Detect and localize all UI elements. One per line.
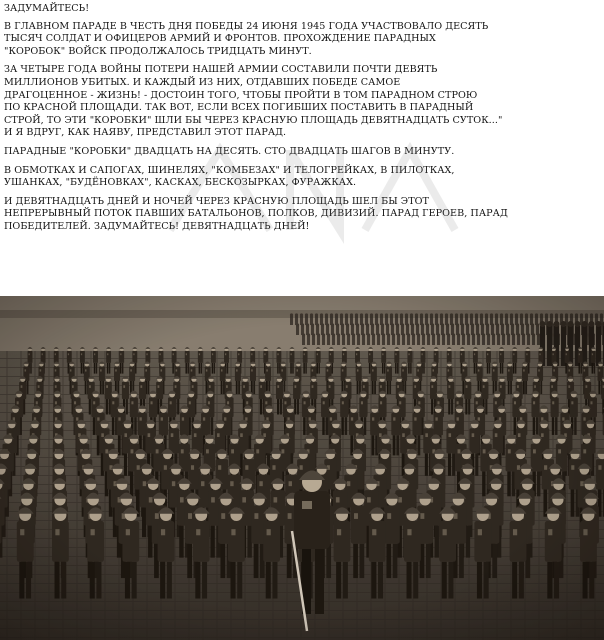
paragraph-war-losses: ЗА ЧЕТЫРЕ ГОДА ВОЙНЫ ПОТЕРИ НАШЕЙ АРМИИ СОСТАВИЛИ ПОЧТИ ДЕВЯТЬ МИЛЛИОНОВ УБИТЫХ. И КАЖДЫЙ ИЗ НИХ, ОТДАВШИХ ПОБЕДЕ САМОЕ ДРАГОЦЕННОЕ - ЖИЗНЬ! - ДОСТОИН ТОГО, ЧТОБЫ ПРОЙТИ В ТОМ ПАРАДНОМ СТРОЮ ПО КРАСНОЙ ПЛОЩАДИ. ТАК ВОТ, ЕСЛИ ВСЕХ ПОГИБШИХ ПОСТАВИТЬ В ПАРАДНЫЙ СТРОЙ, ТО ЭТИ "КОРОБКИ" ШЛИ БЫ ЧЕРЕЗ КРАСНУЮ ПЛОЩАДЬ ДЕВЯТНАДЦАТЬ СУТОК..." И Я ВДРУГ, КАК НАЯВУ, ПРЕДСТАВИЛ ЭТОТ ПАРАД. bbox=[4, 64, 503, 139]
paragraph-nineteen-days: И ДЕВЯТНАДЦАТЬ ДНЕЙ И НОЧЕЙ ЧЕРЕЗ КРАСНУЮ ПЛОЩАДЬ ШЕЛ БЫ ЭТОТ НЕПРЕРЫВНЫЙ ПОТОК ПАВШИХ БАТАЛЬОНОВ, ПОЛКОВ, ДИВИЗИЙ. ПАРАД ГЕРОЕВ, ПАРАД ПОБЕДИТЕЛЕЙ. ЗАДУМАЙТЕСЬ! ДЕВЯТНАДЦАТЬ ДНЕЙ! bbox=[4, 195, 508, 232]
parade-photo-image bbox=[0, 296, 604, 640]
paragraph-parade-boxes: ПАРАДНЫЕ "КОРОБКИ" ДВАДЦАТЬ НА ДЕСЯТЬ. СТО ДВАДЦАТЬ ШАГОВ В МИНУТУ. bbox=[4, 145, 455, 157]
post-heading: ЗАДУМАЙТЕСЬ! bbox=[4, 3, 90, 14]
watermark-logo bbox=[150, 120, 490, 260]
parade-photo bbox=[0, 296, 604, 640]
paragraph-parade-size: В ГЛАВНОМ ПАРАДЕ В ЧЕСТЬ ДНЯ ПОБЕДЫ 24 ИЮНЯ 1945 ГОДА УЧАСТВОВАЛО ДЕСЯТЬ ТЫСЯЧ СОЛДАТ И ОФИЦЕРОВ АРМИЙ И ФРОНТОВ. ПРОХОЖДЕНИЕ ПАРАДНЫХ "КОРОБОК" ВОЙСК ПРОДОЛЖАЛОСЬ ТРИДЦАТЬ МИНУТ. bbox=[4, 20, 489, 57]
post-text bbox=[0, 0, 604, 296]
paragraph-uniforms: В ОБМОТКАХ И САПОГАХ, ШИНЕЛЯХ, "КОМБЕЗАХ" И ТЕЛОГРЕЙКАХ, В ПИЛОТКАХ, УШАНКАХ, "БУДЁНОВКАХ", КАСКАХ, БЕСКОЗЫРКАХ, ФУРАЖКАХ. bbox=[4, 164, 455, 189]
